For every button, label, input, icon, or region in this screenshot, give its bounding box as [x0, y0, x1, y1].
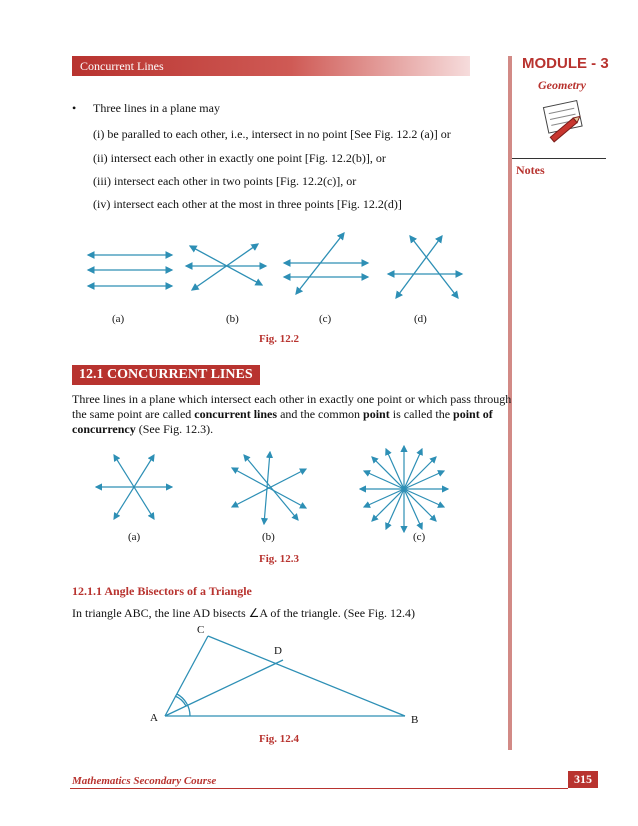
fig-12-3-caption: Fig. 12.3 [259, 553, 300, 565]
point-d-label: D [274, 645, 282, 657]
intro-item-1: (i) be paralled to each other, i.e., intersect in no point [See Fig. 12.2 (a)] or [93, 127, 451, 141]
intro-item-2: (ii) intersect each other in exactly one point [Fig. 12.2(b)], or [93, 151, 386, 165]
fig-12-2-label-a: (a) [112, 313, 125, 325]
fig-12-3-label-b: (b) [262, 531, 275, 543]
fig-12-2-caption: Fig. 12.2 [259, 333, 300, 345]
fig-12-3-label-c: (c) [413, 531, 426, 543]
footer-course: Mathematics Secondary Course [72, 775, 217, 787]
subsection-heading-12-1-1: 12.1.1 Angle Bisectors of a Triangle [72, 584, 252, 598]
para-line-2: the same point are called concurrent lines and the common point is called the point of [72, 407, 493, 421]
notes-label: Notes [516, 163, 545, 177]
para-line-3: concurrency (See Fig. 12.3). [72, 422, 214, 436]
fig-12-2-label-c: (c) [319, 313, 332, 325]
fig-12-2-label-d: (d) [414, 313, 427, 325]
fig-12-4-caption: Fig. 12.4 [259, 733, 300, 745]
fig-12-3-label-a: (a) [128, 531, 141, 543]
fig-12-2-label-b: (b) [226, 313, 239, 325]
section-header-title: Concurrent Lines [80, 59, 164, 73]
bullet-dot: • [72, 101, 77, 115]
module-subject: Geometry [538, 78, 586, 92]
intro-bullet: Three lines in a plane may [93, 101, 220, 115]
vertex-c-label: C [197, 624, 205, 636]
module-label: MODULE - 3 [522, 55, 609, 72]
vertex-b-label: B [411, 714, 419, 726]
intro-item-4: (iv) intersect each other at the most in three points [Fig. 12.2(d)] [93, 197, 402, 211]
section-heading-12-1: 12.1 CONCURRENT LINES [72, 365, 260, 385]
footer-rule [70, 788, 568, 789]
triangle-text: In triangle ABC, the line AD bisects ∠A of the triangle. (See Fig. 12.4) [72, 606, 416, 620]
intro-item-3: (iii) intersect each other in two points [Fig. 12.2(c)], or [93, 174, 357, 188]
page-number: 315 [568, 771, 598, 788]
vertex-a-label: A [150, 712, 158, 724]
para-line-1: Three lines in a plane which intersect each other in exactly one point or which pass through [72, 392, 512, 406]
